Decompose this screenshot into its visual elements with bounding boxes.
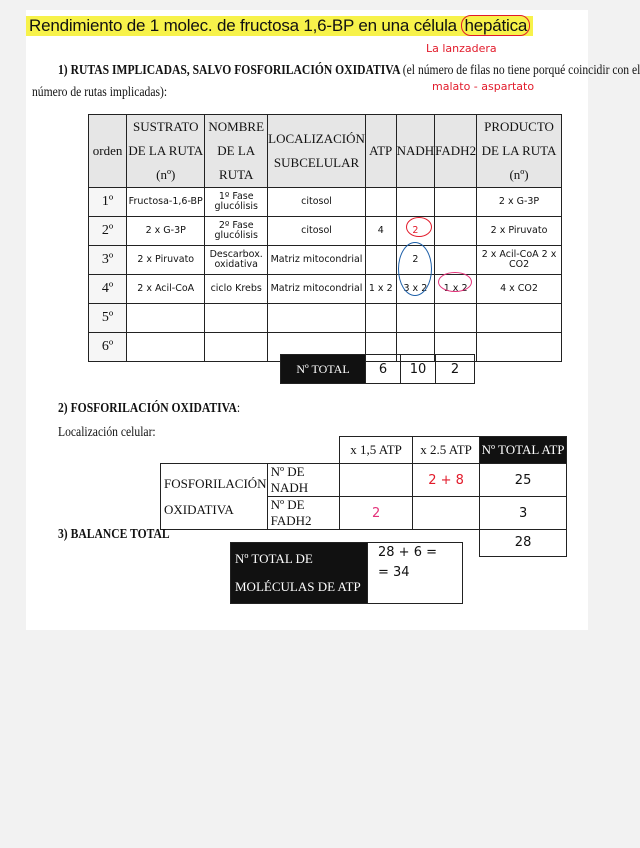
cell-atp: [365, 304, 396, 333]
cell-atp: [365, 246, 396, 275]
fadh-x15: 2: [340, 497, 413, 530]
cell-orden: 2º: [89, 217, 127, 246]
cell-loc: citosol: [268, 217, 366, 246]
cell-nadh: [396, 304, 435, 333]
cell-orden: 6º: [89, 333, 127, 362]
cell-orden: 4º: [89, 275, 127, 304]
header-orden: orden: [89, 115, 127, 188]
cell-fadh: 1 x 2: [435, 275, 477, 304]
col-x25: x 2.5 ATP: [413, 437, 480, 464]
nadh-total: 25: [480, 464, 567, 497]
cell-sustrato: 2 x Acil-CoA: [127, 275, 205, 304]
cell-nombre: Descarbox. oxidativa: [205, 246, 268, 275]
nadh-circle-red: [406, 217, 432, 237]
annotation-lanzadera: La lanzadera: [426, 42, 497, 55]
table-row: [89, 246, 562, 275]
balance-value: 28 + 6 = = 34: [368, 543, 463, 604]
cell-nombre: 2º Fase glucólisis: [205, 217, 268, 246]
document-title: Rendimiento de 1 molec. de fructosa 1,6-BP en una célula hepática: [26, 16, 533, 36]
sum-total: 28: [480, 530, 567, 557]
cell-fadh: [435, 304, 477, 333]
cell-nombre: [205, 333, 268, 362]
cell-sustrato: Fructosa-1,6-BP: [127, 188, 205, 217]
routes-table: [88, 114, 562, 362]
cell-fadh: [435, 217, 477, 246]
header-producto: PRODUCTO DE LA RUTA (nº): [477, 115, 562, 188]
cell-producto: [477, 333, 562, 362]
oxidative-row-label: FOSFORILACIÓN OXIDATIVA: [161, 464, 268, 530]
cell-orden: 1º: [89, 188, 127, 217]
cell-orden: 5º: [89, 304, 127, 333]
cell-producto: [477, 304, 562, 333]
annotation-malato: malato - aspartato: [432, 80, 535, 93]
header-nombre: NOMBRE DE LA RUTA: [205, 115, 268, 188]
cell-loc: Matriz mitocondrial: [268, 246, 366, 275]
cell-loc: Matriz mitocondrial: [268, 275, 366, 304]
title-highlight-word: hepática: [461, 15, 530, 36]
cell-atp: 1 x 2: [365, 275, 396, 304]
col-total: Nº TOTAL ATP: [480, 437, 567, 464]
cell-atp: [365, 188, 396, 217]
fadh-total: 3: [480, 497, 567, 530]
cell-loc: citosol: [268, 188, 366, 217]
table-row: [89, 275, 562, 304]
table-row: [89, 217, 562, 246]
totals-row: [280, 354, 475, 384]
cell-fadh: [435, 246, 477, 275]
nadh-circle-blue: [398, 242, 432, 296]
cell-nadh: 3 x 2: [396, 275, 435, 304]
location-label: Localización celular:: [58, 424, 156, 439]
nadh-label: Nº DE NADH: [267, 464, 340, 497]
cell-producto: 2 x Acil-CoA 2 x CO2: [477, 246, 562, 275]
balance-label: Nº TOTAL DE MOLÉCULAS DE ATP: [231, 543, 368, 604]
oxidative-table: [160, 436, 567, 557]
cell-nadh: [396, 188, 435, 217]
cell-loc: [268, 304, 366, 333]
nadh-x25: 2 + 8: [413, 464, 480, 497]
balance-table: [230, 542, 463, 604]
cell-sustrato: 2 x G-3P: [127, 217, 205, 246]
total-nadh: 10: [401, 355, 436, 384]
cell-atp: 4: [365, 217, 396, 246]
cell-nombre: [205, 304, 268, 333]
cell-fadh: [435, 188, 477, 217]
table-row: [89, 188, 562, 217]
cell-producto: 2 x Piruvato: [477, 217, 562, 246]
fadh-label: Nº DE FADH2: [267, 497, 340, 530]
cell-sustrato: 2 x Piruvato: [127, 246, 205, 275]
total-fadh: 2: [436, 355, 475, 384]
total-atp: 6: [366, 355, 401, 384]
cell-nadh: 2: [396, 217, 435, 246]
cell-producto: 4 x CO2: [477, 275, 562, 304]
cell-nadh: 2: [396, 246, 435, 275]
cell-sustrato: [127, 304, 205, 333]
table-row: [89, 304, 562, 333]
section-1-heading: 1) RUTAS IMPLICADAS, SALVO FOSFORILACIÓN OXIDATIVA (el número de filas no tiene porqué coincidir con el: [58, 62, 640, 77]
cell-sustrato: [127, 333, 205, 362]
header-nadh: NADH: [396, 115, 435, 188]
fadh-x25: [413, 497, 480, 530]
header-fadh2: FADH2: [435, 115, 477, 188]
fadh-circle-pink: [438, 272, 472, 292]
cell-nombre: 1º Fase glucólisis: [205, 188, 268, 217]
col-x15: x 1,5 ATP: [340, 437, 413, 464]
nadh-x15: [340, 464, 413, 497]
cell-producto: 2 x G-3P: [477, 188, 562, 217]
header-localizacion: LOCALIZACIÓN SUBCELULAR: [268, 115, 366, 188]
header-sustrato: SUSTRATO DE LA RUTA (nº): [127, 115, 205, 188]
cell-nombre: ciclo Krebs: [205, 275, 268, 304]
section-3-heading: 3) BALANCE TOTAL: [58, 526, 170, 541]
header-atp: ATP: [365, 115, 396, 188]
total-label: Nº TOTAL: [281, 355, 366, 384]
cell-orden: 3º: [89, 246, 127, 275]
section-2-heading: 2) FOSFORILACIÓN OXIDATIVA:: [58, 400, 241, 415]
section-1-note: número de rutas implicadas):: [32, 84, 168, 99]
